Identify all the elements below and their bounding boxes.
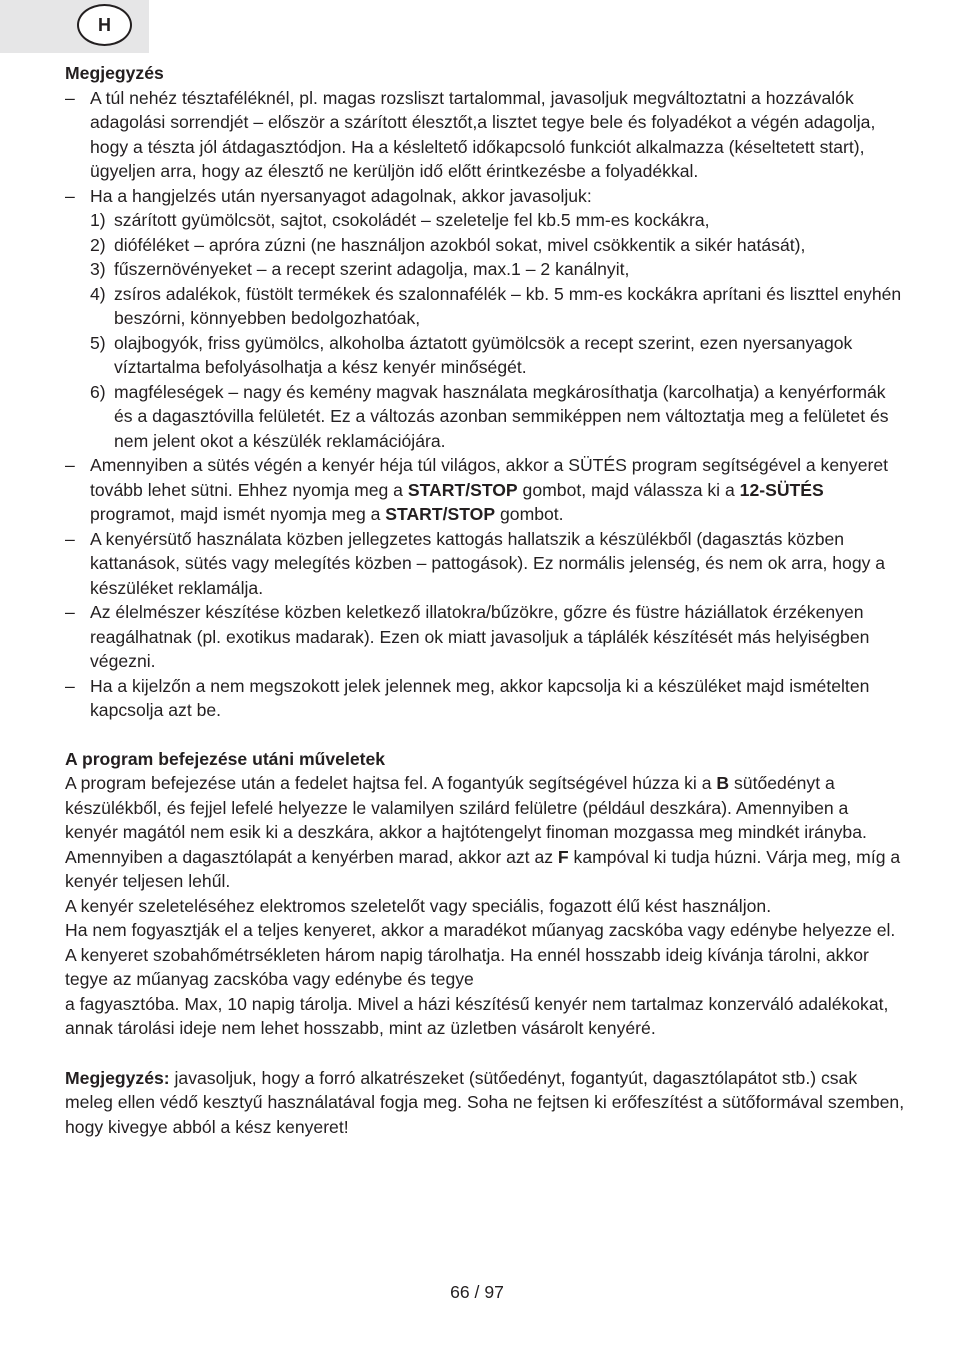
numbered-item <box>65 233 905 258</box>
item-number: 6) <box>90 381 106 402</box>
dash-marker: – <box>65 455 75 475</box>
page-content <box>65 61 905 1139</box>
item-text: zsíros adalékok, füstölt termékek és szalonnafélék – kb. 5 mm-es kockákra aprítani és liszttel enyhén beszórni, könnyebben bedolgozhatóak, <box>114 283 902 328</box>
language-badge <box>77 4 132 46</box>
dash-marker: – <box>65 87 75 108</box>
bullet-text: A kenyérsütő használata közben jellegzetes kattogás hallatszik a készülékből (dagasztás közben kattanások, sütés vagy melegítés közben – pattogások). Ez normális jelenség, és nem ok arra, hogy a készüléket reklamálja. <box>90 528 886 598</box>
note-bullet <box>65 527 905 601</box>
numbered-item <box>65 257 905 282</box>
section-heading: A program befejezése utáni műveletek <box>65 748 386 769</box>
bullet-text: Amennyiben a sütés végén a kenyér héja túl világos, akkor a SÜTÉS program segítségével a kenyeret tovább lehet sütni. Ehhez nyomja meg a START/STOP gombot, majd válassza ki a 12-SÜTÉS programot, majd ismét nyomja meg a START/STOP gombot. <box>90 455 889 524</box>
item-text: olajbogyók, friss gyümölcs, alkoholba áztatott gyümölcsök a recept szerint, ezen nyersanyagok víztartalma befolyásolhatja a kész kenyér minőségét. <box>114 332 853 377</box>
note-heading: Megjegyzés <box>65 63 164 83</box>
language-tab <box>0 0 149 53</box>
paragraph: Ha nem fogyasztják el a teljes kenyeret, akkor a maradékot műanyag zacskóba vagy edénybe helyezze el. A kenyeret szobahőmétrsékleten három napig tárolhatja. Ha ennél hosszabb ideig kívánja tárolni, akkor tegye az műanyag zacskóba vagy edénybe és tegye <box>65 920 896 989</box>
note-bullet <box>65 86 905 184</box>
bullet-text: Ha a kijelzőn a nem megszokott jelek jelennek meg, akkor kapcsolja ki a készüléket majd ismételten kapcsolja azt be. <box>90 675 870 720</box>
item-text: dióféléket – apróra zúzni (ne használjon azokból sokat, mivel csökkentik a sikér hatását), <box>114 234 806 255</box>
item-text: szárított gyümölcsöt, sajtot, csokoládét – szeletelje fel kb.5 mm-es kockákra, <box>114 210 710 230</box>
item-text: fűszernövényeket – a recept szerint adagolja, max.1 – 2 kanálnyit, <box>114 259 630 279</box>
final-note: Megjegyzés: javasoljuk, hogy a forró alkatrészeket (sütőedényt, fogantyút, dagasztólapátot stb.) csak meleg ellen védő kesztyű használatával fogja meg. Soha ne fejtsen ki erőfeszítést a sütőformával szemben, hogy kivegye abból a kész kenyeret! <box>65 1067 905 1137</box>
note-bullet <box>65 674 905 723</box>
numbered-item <box>65 208 905 233</box>
paragraph: A program befejezése után a fedelet hajtsa fel. A fogantyúk segítségével húzza ki a B sütőedényt a készülékből, és fejjel lefelé helyezze le valamilyen szilárd felületre (például deszkára). Amennyiben a kenyér magától nem esik ki a deszkára, akkor a hajtótengelyt finoman mozgassa meg mindkét irányba. Amennyiben a dagasztólapát a kenyérben marad, akkor azt az F kampóval ki tudja húzni. Várja meg, míg a kenyér teljesen lehűl. <box>65 773 901 891</box>
start-stop-label: START/STOP <box>407 479 518 500</box>
part-letter-b: B <box>716 773 730 793</box>
bullet-text: Az élelmészer készítése közben keletkező illatokra/bűzökre, gőzre és füstre háziállatok érzékenyen reagálhatnak (pl. exotikus madarak). Ezen ok miatt javasoljuk a táplálék készítését más helyiségben végezni. <box>90 602 870 671</box>
note-bullet <box>65 453 905 527</box>
note-bullet <box>65 184 905 209</box>
item-number: 3) <box>90 259 106 279</box>
paragraph: a fagyasztóba. Max, 10 napig tárolja. Mivel a házi készítésű kenyér nem tartalmaz konzerváló adalékokat, annak tárolási ideje nem lehet hosszabb, mint az üzletben vásárolt kenyéré. <box>65 993 889 1038</box>
item-number: 2) <box>90 234 106 255</box>
program-label: 12-SÜTÉS <box>739 479 824 500</box>
numbered-item <box>65 331 905 380</box>
final-note-label: Megjegyzés: <box>65 1067 170 1088</box>
dash-marker: – <box>65 602 75 622</box>
part-letter-f: F <box>557 846 569 867</box>
bullet-text: Ha a hangjelzés után nyersanyagot adagolnak, akkor javasoljuk: <box>90 185 592 206</box>
note-bullet <box>65 600 905 674</box>
numbered-item <box>65 380 905 454</box>
dash-marker: – <box>65 528 75 549</box>
start-stop-label: START/STOP <box>385 504 496 524</box>
item-number: 1) <box>90 210 106 230</box>
bullet-text: A túl nehéz tésztaféléknél, pl. magas rozsliszt tartalommal, javasoljuk megváltoztatni a hozzávalók adagolási sorrendjét – először a szárított élesztőt,a lisztet tegye bele és folyadékot a végén adagolja, hogy a tészta jól átdagasztódjon. Ha a késleltető időkapcsoló funkciót alkalmazza (késeltetett start), ügyeljen arra, hogy az élesztő ne kerüljön idő előtt érintkezésbe a folyadékkal. <box>90 87 876 181</box>
page-number: 66 / 97 <box>450 1282 504 1302</box>
numbered-item <box>65 282 905 331</box>
item-number: 5) <box>90 332 106 353</box>
item-number: 4) <box>90 283 106 304</box>
paragraph: A kenyér szeleteléséhez elektromos szeletelőt vagy speciális, fogazott élű kést használjon. <box>65 895 772 916</box>
dash-marker: – <box>65 675 75 696</box>
item-text: magféleségek – nagy és kemény magvak használata megkárosíthatja (karcolhatja) a kenyérformák és a dagasztóvilla felületét. Ez a változás azonban semmiképpen nem változtatja meg a felületet és nem jelent okot a készülék reklamációjára. <box>114 381 889 451</box>
language-code: H <box>98 14 111 35</box>
dash-marker: – <box>65 185 75 206</box>
